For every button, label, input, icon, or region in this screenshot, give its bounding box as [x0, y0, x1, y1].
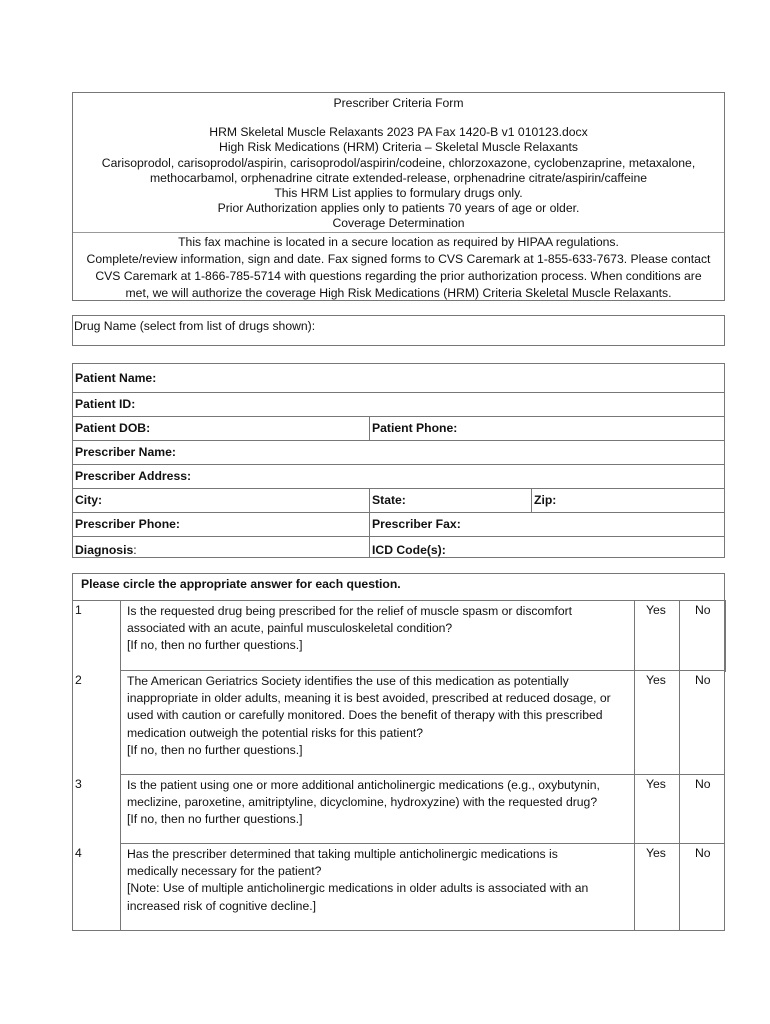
- answer-no[interactable]: No: [695, 846, 711, 860]
- header-info: [73, 93, 724, 232]
- answer-yes[interactable]: Yes: [646, 846, 666, 860]
- fax-line-2: Complete/review information, sign and date. Fax signed forms to CVS Caremark at 1-855-633-7673. Please contact: [86, 252, 711, 266]
- applies-age: Prior Authorization applies only to patients 70 years of age or older.: [217, 201, 580, 216]
- row-prescriber-name[interactable]: [73, 440, 724, 465]
- fax-line-1: This fax machine is located in a secure location as required by HIPAA regulations.: [178, 235, 619, 249]
- question-line: [If no, then no further questions.]: [127, 742, 303, 757]
- question-line: Has the prescriber determined that taking multiple anticholinergic medications is: [127, 847, 558, 861]
- answer-no[interactable]: No: [695, 777, 711, 791]
- patient-phone-label: Patient Phone:: [369, 416, 724, 440]
- row-prescriber-phone-fax[interactable]: [73, 512, 724, 537]
- question-row-4: [73, 844, 724, 931]
- question-row-1: [73, 601, 724, 671]
- question-line: Is the requested drug being prescribed for the relief of muscle spasm or discomfort: [127, 604, 573, 618]
- question-text: [127, 603, 627, 655]
- question-line: associated with an acute, painful musculoskeletal condition?: [127, 621, 453, 636]
- drug-list-line-2: methocarbamol, orphenadrine citrate extended-release, orphenadrine citrate/aspirin/caffeine: [149, 170, 648, 185]
- question-line: Is the patient using one or more additional anticholinergic medications (e.g., oxybutynin,: [127, 778, 600, 792]
- question-line: inappropriate in older adults, meaning it is best avoided, prescribed at reduced dosage, or: [127, 691, 611, 706]
- question-line: used with caution or carefully monitored. Does the benefit of therapy with this prescribed: [127, 708, 603, 723]
- header-divider: [73, 232, 724, 233]
- question-text: [127, 673, 627, 759]
- drug-name-field[interactable]: [72, 315, 725, 346]
- patient-id-label: Patient ID:: [75, 397, 136, 411]
- question-number: 3: [75, 777, 82, 791]
- question-line: [Note: Use of multiple anticholinergic medications in older adults is associated with an: [127, 881, 589, 896]
- question-line: [If no, then no further questions.]: [127, 812, 303, 827]
- applies-formulary: This HRM List applies to formulary drugs only.: [274, 186, 523, 201]
- row-patient-name[interactable]: [73, 364, 724, 393]
- fax-line-3: CVS Caremark at 1-866-785-5714 with questions regarding the prior authorization process. When conditions are: [95, 269, 702, 283]
- question-line: medication outweigh the potential risks for this patient?: [127, 725, 424, 740]
- zip-label: Zip:: [531, 488, 724, 512]
- question-number: 1: [75, 603, 82, 617]
- form-title: Prescriber Criteria Form: [333, 96, 464, 110]
- state-label: State:: [369, 488, 532, 512]
- questions-table: [72, 573, 725, 931]
- icd-code-label: ICD Code(s):: [369, 536, 724, 558]
- fax-instructions: [73, 234, 724, 302]
- criteria-title: High Risk Medications (HRM) Criteria – Skeletal Muscle Relaxants: [219, 140, 578, 155]
- prescriber-name-label: Prescriber Name:: [75, 445, 176, 459]
- answer-no[interactable]: No: [695, 603, 711, 617]
- row-patient-id[interactable]: [73, 392, 724, 417]
- answer-yes[interactable]: Yes: [646, 673, 666, 687]
- row-prescriber-address[interactable]: [73, 464, 724, 489]
- row-diagnosis-icd[interactable]: [73, 536, 724, 558]
- row-patient-dob[interactable]: [73, 416, 724, 441]
- question-line: meclizine, paroxetine, amitriptyline, dicyclomine, hydroxyzine) with the requested drug?: [127, 795, 598, 810]
- question-row-3: [73, 775, 724, 844]
- drug-name-label: Drug Name (select from list of drugs shown):: [74, 319, 316, 333]
- diagnosis-label: Diagnosis: [75, 543, 134, 557]
- row-city-state-zip[interactable]: [73, 488, 724, 513]
- question-line: The American Geriatrics Society identifies the use of this medication as potentially: [127, 674, 569, 688]
- prescriber-fax-label: Prescriber Fax:: [369, 512, 724, 536]
- answer-no[interactable]: No: [695, 673, 711, 687]
- question-text: [127, 846, 627, 915]
- patient-dob-label: Patient DOB:: [75, 421, 151, 435]
- drug-list-line-1: Carisoprodol, carisoprodol/aspirin, carisoprodol/aspirin/codeine, chlorzoxazone, cyclobenzaprine, metaxalone,: [101, 155, 696, 170]
- right-edge-divider: [725, 600, 726, 672]
- question-line: increased risk of cognitive decline.]: [127, 898, 317, 913]
- prescriber-phone-label: Prescriber Phone:: [75, 517, 180, 531]
- patient-info-table: [72, 363, 725, 558]
- form-header: [72, 92, 725, 301]
- coverage-determination: Coverage Determination: [332, 216, 465, 231]
- question-line: medically necessary for the patient?: [127, 864, 322, 879]
- question-text: [127, 777, 627, 829]
- document-name: HRM Skeletal Muscle Relaxants 2023 PA Fax 1420-B v1 010123.docx: [209, 125, 588, 140]
- prescriber-address-label: Prescriber Address:: [75, 469, 192, 483]
- questions-instruction: Please circle the appropriate answer for each question.: [81, 577, 401, 591]
- question-number: 4: [75, 846, 82, 860]
- diagnosis-cell: [73, 536, 369, 558]
- question-line: [If no, then no further questions.]: [127, 638, 303, 653]
- fax-line-4: met, we will authorize the coverage High Risk Medications (HRM) Criteria Skeletal Muscle Relaxants.: [125, 286, 672, 300]
- answer-yes[interactable]: Yes: [646, 777, 666, 791]
- diagnosis-colon: :: [133, 543, 137, 557]
- patient-name-label: Patient Name:: [75, 371, 157, 385]
- question-number: 2: [75, 673, 82, 687]
- city-label: City:: [75, 493, 103, 507]
- question-row-2: [73, 671, 724, 775]
- answer-yes[interactable]: Yes: [646, 603, 666, 617]
